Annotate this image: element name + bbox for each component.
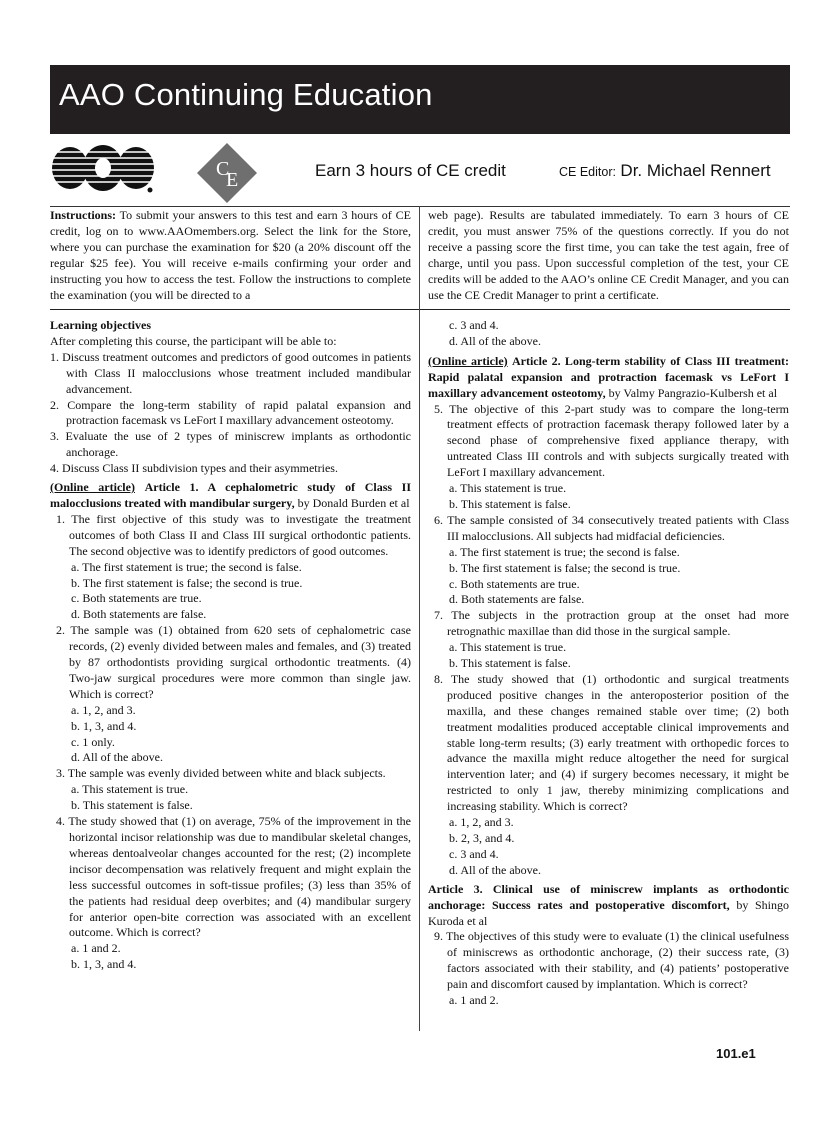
answer-option: d. All of the above. xyxy=(71,750,163,765)
instructions-label: Instructions: xyxy=(50,208,117,222)
left-column xyxy=(50,318,411,973)
answer-option: a. 1 and 2. xyxy=(71,941,121,956)
answer-option: b. The first statement is false; the second is true. xyxy=(71,575,303,590)
ce-editor-label: CE Editor: xyxy=(559,165,616,179)
answer-option: a. 1, 2, and 3. xyxy=(449,815,514,830)
answer-option: a. This statement is true. xyxy=(71,782,189,797)
objectives-intro: After completing this course, the participant will be able to: xyxy=(50,333,337,348)
answer-option: b. This statement is false. xyxy=(71,798,193,813)
answer-option: b. 1, 3, and 4. xyxy=(71,957,137,972)
header-banner xyxy=(50,65,790,134)
answer-option: b. 2, 3, and 4. xyxy=(449,831,515,845)
question-4: 4. The study showed that (1) on average, 75% of the improvement in the horizontal incisor relationship was due to mandibular skeletal changes, whereas dentoalveolar changes accounted for the rest; (2) incomplete incisor decompensation was relatively frequent and might explain the less successful outcomes in soft-tissue profiles; (3) less than 35% of the patients had residual deep overbites; and (4) mandibular surgery for anterior open-bite correction was associated with an excellent outcome. Which is correct? xyxy=(56,814,411,940)
answer-option: c. Both statements are true. xyxy=(449,576,580,591)
objective-item: 3. Evaluate the use of 2 types of miniscrew implants as orthodontic anchorage. xyxy=(50,429,411,460)
answer-option: c. 1 only. xyxy=(71,734,115,749)
answer-option: b. This statement is false. xyxy=(449,496,571,511)
ce-editor-name: Dr. Michael Rennert xyxy=(620,161,771,180)
question-6: 6. The sample consisted of 34 consecutively treated patients with Class III malocclusions. All subjects had midfacial deficiencies. xyxy=(434,512,789,543)
ce-editor xyxy=(559,161,771,181)
question-7: 7. The subjects in the protraction group at the onset had more retrognathic maxillae than did those in the surgical sample. xyxy=(434,608,789,639)
question-5: 5. The objective of this 2-part study was to compare the long-term treatment effects of protraction facemask therapy followed later by a second phase of comprehensive fixed appliance therapy, with untreated Class III controls and with subjects surgically treated with LeFort I maxillary advancement. xyxy=(434,401,789,480)
objective-item: 1. Discuss treatment outcomes and predictors of good outcomes in patients with Class II malocclusions whose treatment included mandibular advancement. xyxy=(50,349,411,396)
divider-top xyxy=(50,206,790,207)
objective-item: 2. Compare the long-term stability of rapid palatal expansion and protraction facemask vs LeFort I maxillary advancement osteotomy. xyxy=(50,397,411,428)
answer-option: a. The first statement is true; the second is false. xyxy=(71,559,302,574)
ce-logo-e: E xyxy=(226,169,239,191)
answer-option: c. 3 and 4. xyxy=(449,846,499,861)
answer-option: c. 3 and 4. xyxy=(449,318,499,332)
aao-logo xyxy=(50,142,156,194)
question-1: 1. The first objective of this study was to investigate the treatment outcomes of both Class II and Class III surgical orthodontic patients. The second objective was to identify predictors of good outcomes. xyxy=(56,511,411,558)
article-2-heading xyxy=(428,354,789,402)
answer-option: c. Both statements are true. xyxy=(71,591,202,606)
article-1-authors: by Donald Burden et al xyxy=(297,495,410,510)
online-article-link[interactable]: (Online article) xyxy=(428,353,508,368)
instructions-text-right: web page). Results are tabulated immediately. To earn 3 hours of CE credit, you must answer 75% of the questions correctly. If you do not receive a passing score the first time, you can take the test again, free of charge, until you pass. Upon successful completion of the test, your CE credits will be added to the AAO’s online CE Credit Manager, and you can use the CE Credit Manager to print a certificate. xyxy=(428,208,789,302)
instructions-left xyxy=(50,208,411,303)
answer-option: a. This statement is true. xyxy=(449,481,567,496)
answer-option: a. 1, 2, and 3. xyxy=(71,702,136,717)
divider-middle xyxy=(50,309,790,310)
ce-logo-c: C xyxy=(216,158,230,180)
ce-logo xyxy=(196,142,258,204)
answer-option: d. All of the above. xyxy=(449,862,541,877)
article-1-heading xyxy=(50,480,411,512)
question-9: 9. The objectives of this study were to evaluate (1) the clinical usefulness of miniscrews as orthodontic anchorage, (2) their success rate, (3) factors associated with their stability, and (4) patients’ postoperative pain and discomfort caused by implantation. Which is correct? xyxy=(434,929,789,992)
right-column xyxy=(428,318,789,1009)
answer-option: b. The first statement is false; the second is true. xyxy=(449,560,681,575)
answer-option: d. Both statements are false. xyxy=(449,592,585,607)
online-article-link[interactable]: (Online article) xyxy=(50,480,135,495)
article-3-heading xyxy=(428,882,789,930)
question-8: 8. The study showed that (1) orthodontic and surgical treatments produced positive changes in the anteroposterior position of the maxilla, and these changes remained stable over time; (2) both treatment modalities produced acceptable clinical improvements and stable long-term results; (3) early treatment with orthopedic forces to advance the maxilla might reduce altogether the need for surgical intervention later; and (4) if surgery becomes necessary, it might be restricted to only 1 jaw, thereby minimizing complications and increasing stability. Which is correct? xyxy=(434,671,789,814)
instructions-right xyxy=(428,208,789,303)
answer-option: b. This statement is false. xyxy=(449,656,571,671)
article-1-title: Article 1. A cephalometric study of Class II malocclusions treated with mandibular surgery, xyxy=(50,480,412,510)
article-3-authors: by Shingo Kuroda et al xyxy=(428,897,790,928)
objective-item: 4. Discuss Class II subdivision types and their asymmetries. xyxy=(50,461,338,476)
instructions-text-left: To submit your answers to this test and earn 3 hours of CE credit, log on to www.AAOmembers.org. Select the link for the Store, where you can purchase the examination for $20 (a 20% discount off the regular $25 fee). You will receive e-mails confirming your order and instructing you how to access the test. Follow the instructions to complete the examination (you will be directed to a xyxy=(50,208,411,302)
answer-option: d. All of the above. xyxy=(449,333,541,348)
question-3: 3. The sample was evenly divided between white and black subjects. xyxy=(56,766,386,781)
answer-option: a. The first statement is true; the second is false. xyxy=(449,544,680,559)
column-divider xyxy=(419,206,420,1031)
question-2: 2. The sample was (1) obtained from 620 sets of cephalometric case records, (2) evenly divided between males and females, and (3) treated by 87 orthodontists providing surgical orthodontic treatments. (4) Two-jaw surgical procedures were more common than single jaw. Which is correct? xyxy=(56,623,411,701)
answer-option: d. Both statements are false. xyxy=(71,607,207,622)
article-3-title: Article 3. Clinical use of miniscrew implants as orthodontic anchorage: Success rates and postoperative discomfort, xyxy=(428,881,789,912)
page-title: AAO Continuing Education xyxy=(59,77,433,112)
article-2-authors: by Valmy Pangrazio-Kulbersh et al xyxy=(608,385,778,400)
page-number: 101.e1 xyxy=(716,1046,756,1061)
earn-credit-text: Earn 3 hours of CE credit xyxy=(315,161,506,180)
answer-option: a. 1 and 2. xyxy=(449,993,499,1008)
answer-option: b. 1, 3, and 4. xyxy=(71,718,137,733)
objectives-title: Learning objectives xyxy=(50,318,151,332)
answer-option: a. This statement is true. xyxy=(449,640,567,655)
article-2-title: Article 2. Long-term stability of Class III treatment: Rapid palatal expansion and protraction facemask vs LeFort I maxillary advancement osteotomy, xyxy=(428,353,789,400)
